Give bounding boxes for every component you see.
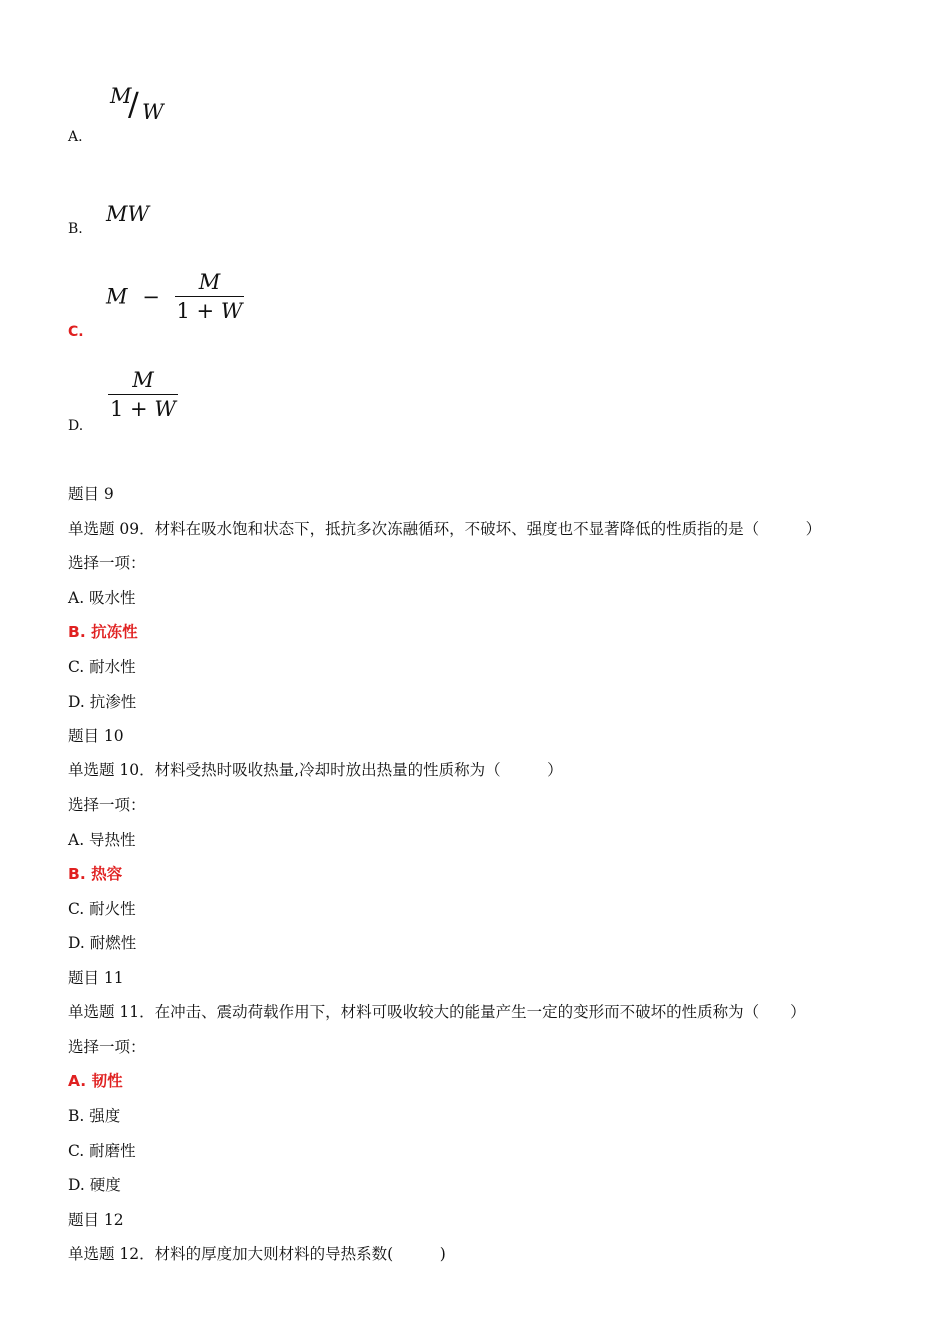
formula-denominator: W: [142, 100, 164, 124]
option-letter-d[interactable]: D.: [68, 418, 84, 434]
fraction: [108, 368, 178, 421]
option-d[interactable]: D. 耐燃性: [68, 934, 137, 952]
w-term: W: [154, 397, 176, 421]
fraction-numerator: M: [132, 368, 154, 392]
question-number: 题目 11: [68, 969, 124, 987]
question-number: 题目 10: [68, 727, 124, 745]
w-term: W: [220, 299, 243, 323]
option-b[interactable]: B. 强度: [68, 1107, 121, 1125]
option-letter-c-correct[interactable]: C.: [68, 324, 84, 340]
choose-one-prompt: 选择一项：: [68, 1038, 146, 1056]
formula-term: M: [106, 284, 128, 309]
option-a-correct[interactable]: A. 韧性: [68, 1072, 123, 1090]
option-d[interactable]: D. 抗渗性: [68, 693, 137, 711]
fraction-denominator: [108, 394, 178, 421]
formula-m-over-w: [108, 84, 168, 128]
formula-mw: [106, 202, 149, 226]
option-c[interactable]: C. 耐磨性: [68, 1142, 136, 1160]
minus-sign: −: [142, 284, 160, 309]
choose-one-prompt: 选择一项：: [68, 554, 146, 572]
question-number: 题目 9: [68, 485, 114, 503]
option-b-correct[interactable]: B. 抗冻性: [68, 623, 138, 641]
one-plus: 1 +: [110, 397, 155, 421]
fraction-numerator: M: [198, 270, 221, 294]
option-d[interactable]: D. 硬度: [68, 1176, 121, 1194]
question-text: 单选题 10．材料受热时吸收热量,冷却时放出热量的性质称为（ ）: [68, 761, 563, 779]
formula-numerator: M: [110, 84, 132, 108]
option-letter-a[interactable]: A.: [68, 129, 83, 145]
option-c[interactable]: C. 耐水性: [68, 658, 136, 676]
formula-m-minus-fraction: [106, 270, 244, 323]
fraction: [175, 270, 245, 323]
option-b-correct[interactable]: B. 热容: [68, 865, 123, 883]
fraction-denominator: [175, 296, 245, 323]
one-plus: 1 +: [176, 299, 221, 323]
question-text: 单选题 11．在冲击、震动荷载作用下，材料可吸收较大的能量产生一定的变形而不破坏的性质称为（ ）: [68, 1003, 806, 1021]
option-c[interactable]: C. 耐火性: [68, 900, 136, 918]
option-a[interactable]: A. 导热性: [68, 831, 136, 849]
question-number: 题目 12: [68, 1211, 124, 1229]
question-text: 单选题 12．材料的厚度加大则材料的导热系数( ): [68, 1245, 446, 1263]
slash: /: [128, 85, 139, 123]
choose-one-prompt: 选择一项：: [68, 796, 146, 814]
formula-text: MW: [106, 202, 150, 226]
option-letter-b[interactable]: B.: [68, 221, 83, 237]
option-a[interactable]: A. 吸水性: [68, 589, 136, 607]
question-text: 单选题 09．材料在吸水饱和状态下，抵抗多次冻融循环，不破坏、强度也不显著降低的性质指的是（ ）: [68, 520, 822, 538]
formula-fraction: [108, 368, 178, 421]
